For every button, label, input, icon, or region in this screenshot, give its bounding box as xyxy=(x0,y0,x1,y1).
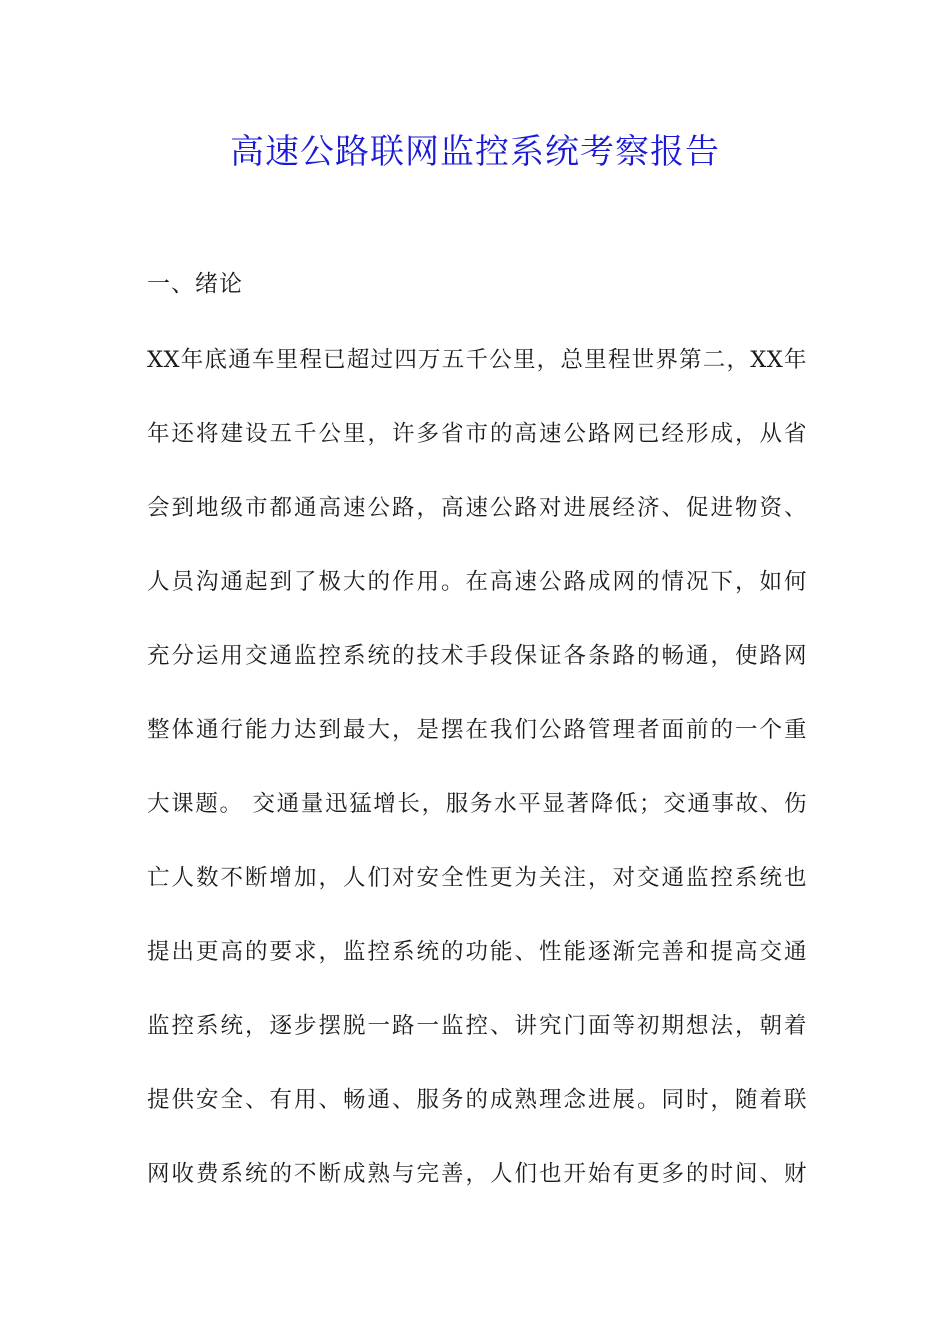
body-line: 监控系统，逐步摆脱一路一监控、讲究门面等初期想法，朝着 xyxy=(147,1013,807,1039)
body-line: 整体通行能力达到最大，是摆在我们公路管理者面前的一个重 xyxy=(147,717,807,743)
body-line: 提出更高的要求，监控系统的功能、性能逐渐完善和提高交通 xyxy=(147,939,807,965)
body-line: 年还将建设五千公里，许多省市的高速公路网已经形成，从省 xyxy=(147,421,807,447)
body-line: 亡人数不断增加，人们对安全性更为关注，对交通监控系统也 xyxy=(147,865,807,891)
section-heading: 一、绪论 xyxy=(147,271,243,297)
body-line: 充分运用交通监控系统的技术手段保证各条路的畅通，使路网 xyxy=(147,643,807,669)
body-text xyxy=(147,340,807,1228)
body-line: 人员沟通起到了极大的作用。在高速公路成网的情况下，如何 xyxy=(147,569,807,595)
body-line: 提供安全、有用、畅通、服务的成熟理念进展。同时，随着联 xyxy=(147,1087,807,1113)
document-title: 高速公路联网监控系统考察报告 xyxy=(230,132,720,172)
body-line: 大课题。 交通量迅猛增长，服务水平显著降低；交通事故、伤 xyxy=(147,791,807,817)
body-line: 网收费系统的不断成熟与完善，人们也开始有更多的时间、财 xyxy=(147,1161,807,1187)
body-line: XX年底通车里程已超过四万五千公里，总里程世界第二，XX年 xyxy=(147,347,807,373)
body-line: 会到地级市都通高速公路，高速公路对进展经济、促进物资、 xyxy=(147,495,807,521)
